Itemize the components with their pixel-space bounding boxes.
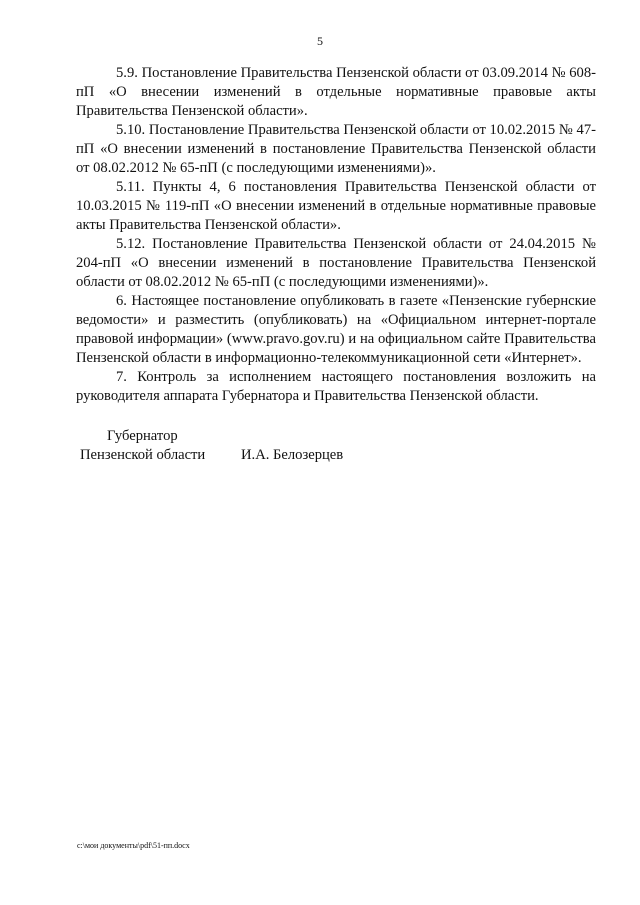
signatory-title-line1: Губернатор bbox=[107, 428, 178, 444]
footer-file-path: c:\мои документы\pdf\51-пп.docx bbox=[77, 841, 190, 850]
page-number: 5 bbox=[317, 34, 323, 48]
clause-5-11: 5.11. Пункты 4, 6 постановления Правительства Пензенской области от 10.03.2015 № 119-пП «О внесении изменений в отдельные нормативные правовые акты Правительства Пензенской области». bbox=[76, 179, 596, 233]
clause-5-9: 5.9. Постановление Правительства Пензенской области от 03.09.2014 № 608-пП «О внесении изменений в отдельные нормативные правовые акты Правительства Пензенской области». bbox=[76, 65, 596, 119]
document-body bbox=[76, 64, 596, 406]
signatory-name: И.А. Белозерцев bbox=[241, 447, 344, 463]
clause-6: 6. Настоящее постановление опубликовать в газете «Пензенские губернские ведомости» и разместить (опубликовать) на «Официальном интернет-портале правовой информации» (www.pravo.gov.ru) и на официальном сайте Правительства Пензенской области в информационно-телекоммуникационной сети «Интернет». bbox=[76, 293, 596, 366]
clause-7: 7. Контроль за исполнением настоящего постановления возложить на руководителя аппарата Губернатора и Правительства Пензенской области. bbox=[76, 369, 596, 404]
signatory-title-line2: Пензенской области bbox=[80, 447, 206, 463]
clause-5-12: 5.12. Постановление Правительства Пензенской области от 24.04.2015 № 204-пП «О внесении изменений в постановление Правительства Пензенской области от 08.02.2012 № 65-пП (с последующими изменениями)». bbox=[76, 236, 596, 290]
clause-5-10: 5.10. Постановление Правительства Пензенской области от 10.02.2015 № 47-пП «О внесении изменений в постановление Правительства Пензенской области от 08.02.2012 № 65-пП (с последующими изменениями)». bbox=[76, 122, 596, 176]
